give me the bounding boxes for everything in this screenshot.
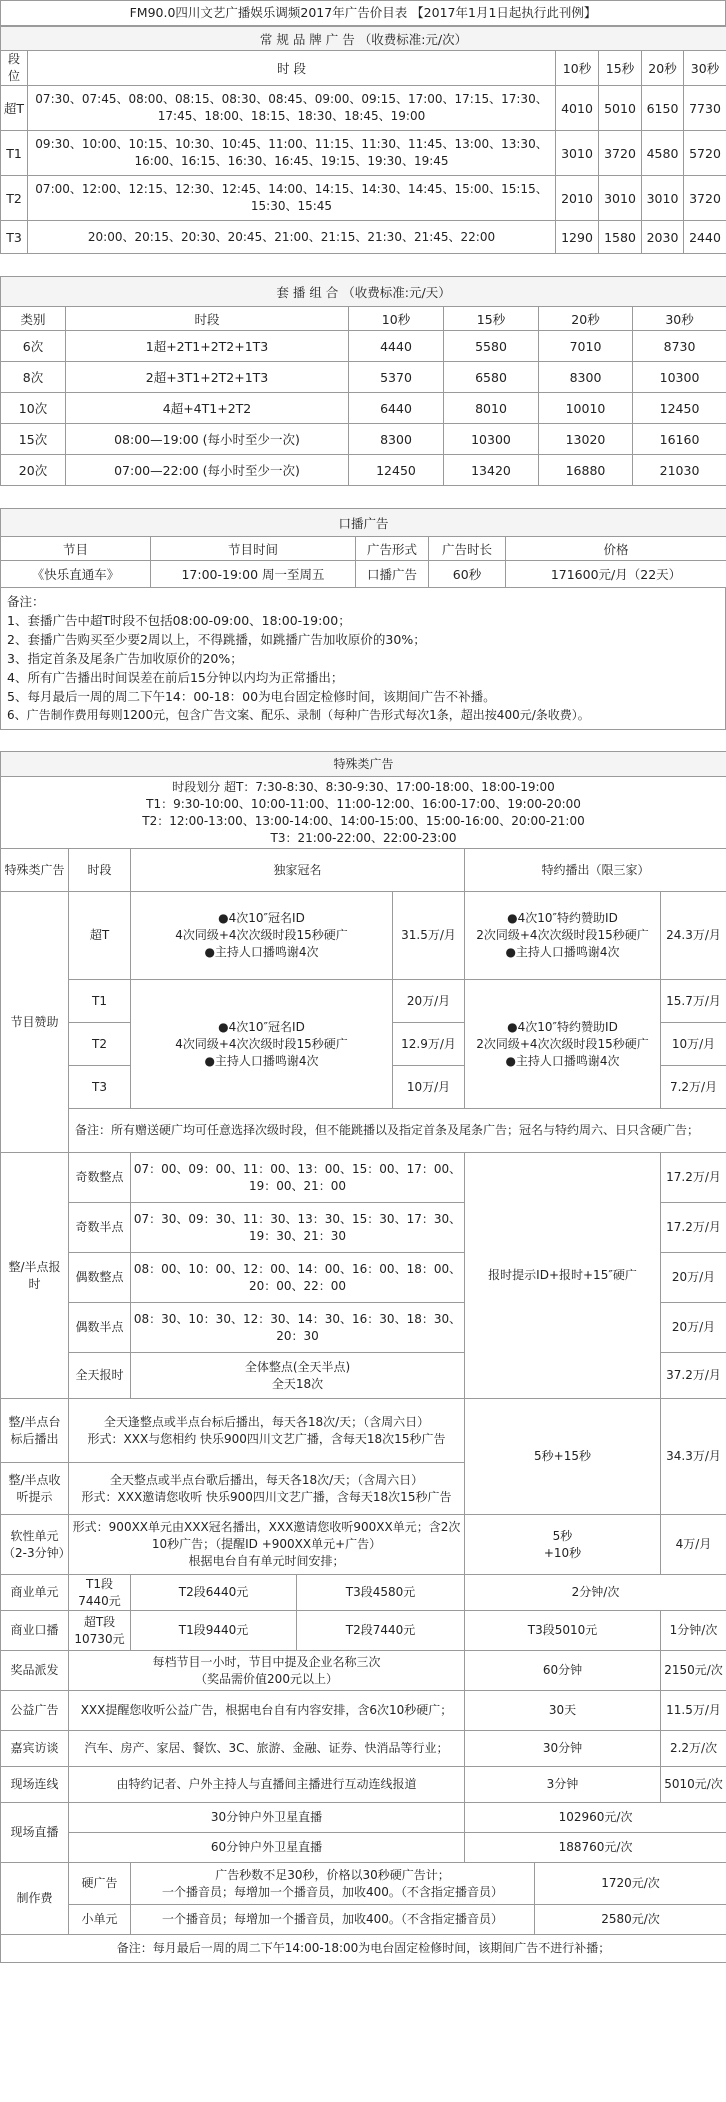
make-desc: 广告秒数不足30秒，价格以30秒硬广告计； 一个播音员；每增加一个播音员，加收400。（不含指定播音员） [131, 1863, 535, 1905]
timecheck-name: 奇数半点 [69, 1203, 131, 1253]
cell: 8300 [539, 362, 633, 393]
seg-cell: 超T [69, 892, 131, 980]
price-cell: 4010 [556, 86, 599, 131]
cell: 7010 [539, 331, 633, 362]
division-line: T1：9:30-10:00、10:00-11:00、11:00-12:00、16:00-17:00、19:00-20:00 [146, 796, 581, 811]
unit-desc: 形式：900XX单元由XXX冠名播出，XXX邀请您收听900XX单元；含2次10秒广告；（提醒ID +900XX单元+广告） 根据电台自有单元时间安排； [69, 1515, 465, 1575]
price-cell: 3010 [642, 176, 684, 221]
cell: 15次 [1, 424, 66, 455]
times-cell: 20:00、20:15、20:30、20:45、21:00、21:15、21:30、21:45、22:00 [28, 221, 556, 254]
price-cell: 17.2万/月 [661, 1203, 726, 1253]
package-title: 套 播 组 合 （收费标准:元/天） [1, 277, 726, 307]
cell: 8次 [1, 362, 66, 393]
make-type: 硬广告 [69, 1863, 131, 1905]
cell: 4超+4T1+2T2 [66, 393, 349, 424]
col-form-header: 广告形式 [356, 537, 429, 561]
price-cell: 5010 [599, 86, 642, 131]
division-line: 时段划分 超T：7:30-8:30、8:30-9:30、17:00-18:00、18:00-19:00 [172, 779, 555, 794]
price-cell: 3720 [684, 176, 726, 221]
cell: 6次 [1, 331, 66, 362]
col-duration-header: 广告时长 [429, 537, 506, 561]
price-cell: 2150元/次 [661, 1651, 726, 1691]
time-division [1, 777, 726, 849]
cell: 17:00-19:00 周一至周五 [151, 561, 356, 588]
cell: T1段9440元 [131, 1611, 297, 1651]
cell: T2段6440元 [131, 1575, 297, 1611]
timecheck-name: 奇数整点 [69, 1153, 131, 1203]
col-exclusive-header: 独家冠名 [131, 849, 465, 892]
cell: T2段7440元 [297, 1611, 465, 1651]
make-type: 小单元 [69, 1905, 131, 1935]
special-desc: ●4次10″特约赞助ID 2次同级+4次次级时段15秒硬广 ●主持人口播鸣谢4次 [465, 892, 661, 980]
col-30s-header: 30秒 [633, 307, 726, 331]
table-row [1, 424, 726, 455]
table-row [1, 455, 726, 486]
col-price-header: 价格 [506, 537, 726, 561]
cell: 5580 [444, 331, 539, 362]
cell: 1超+2T1+2T2+1T3 [66, 331, 349, 362]
col-10s-header: 10秒 [556, 51, 599, 86]
cell: 16160 [633, 424, 726, 455]
cell: 8010 [444, 393, 539, 424]
live-link-category: 现场连线 [1, 1767, 69, 1803]
special-ads-title: 特殊类广告 [1, 752, 726, 777]
table-row [1, 86, 726, 131]
cell: 1分钟/次 [661, 1611, 726, 1651]
cell: 4440 [349, 331, 444, 362]
timecheck-category: 整/半点报时 [1, 1153, 69, 1399]
logo-desc: 全天逢整点或半点台标后播出，每天各18次/天；（含周六日） 形式：XXX与您相约 快乐900四川文艺广播，含每天18次15秒广告 [69, 1399, 465, 1463]
live-desc: 60分钟户外卫星直播 [69, 1833, 465, 1863]
cell: 口播广告 [356, 561, 429, 588]
note-line: 2、套播广告购买至少要2周以上，不得跳播，如跳播广告加收原价的30%； [7, 632, 426, 647]
cell: 《快乐直通车》 [1, 561, 151, 588]
col-time-header: 时 段 [28, 51, 556, 86]
cell: 13420 [444, 455, 539, 486]
exclusive-desc: ●4次10″冠名ID 4次同级+4次次级时段15秒硬广 ●主持人口播鸣谢4次 [131, 892, 393, 980]
price-cell: 3010 [556, 131, 599, 176]
price-cell: 10万/月 [393, 1066, 465, 1109]
oral-ads-table [0, 508, 726, 588]
price-cell: 20万/月 [393, 980, 465, 1023]
biz-oral-category: 商业口播 [1, 1611, 69, 1651]
regular-ads-title: 常 规 品 牌 广 告 （收费标准:元/次） [1, 27, 726, 51]
cell: 6580 [444, 362, 539, 393]
price-cell: 1580 [599, 221, 642, 254]
cell: 10300 [633, 362, 726, 393]
page-header: FM90.0四川文艺广播娱乐调频2017年广告价目表 【2017年1月1日起执行此刊例】 [0, 0, 726, 26]
seg-cell: T1 [1, 131, 28, 176]
cell: 08:00—19:00 (每小时至少一次) [66, 424, 349, 455]
price-cell: 5720 [684, 131, 726, 176]
live-desc: 30分钟户外卫星直播 [69, 1803, 465, 1833]
cell: 8300 [349, 424, 444, 455]
seg-cell: T2 [1, 176, 28, 221]
col-20s-header: 20秒 [539, 307, 633, 331]
cell: T3段5010元 [465, 1611, 661, 1651]
note-line: 1、套播广告中超T时段不包括08:00-09:00、18:00-19:00； [7, 613, 351, 628]
oral-ads-title: 口播广告 [1, 509, 726, 537]
price-cell: 17.2万/月 [661, 1153, 726, 1203]
prize-category: 奖品派发 [1, 1651, 69, 1691]
price-cell: 10万/月 [661, 1023, 726, 1066]
price-cell: 2030 [642, 221, 684, 254]
price-cell: 5010元/次 [661, 1767, 726, 1803]
price-cell: 1720元/次 [535, 1863, 726, 1905]
make-desc: 一个播音员；每增加一个播音员，加收400。（不含指定播音员） [131, 1905, 535, 1935]
timecheck-times: 07：00、09：00、11：00、13：00、15：00、17：00、19：00、21：00 [131, 1153, 465, 1203]
table-row [1, 561, 726, 588]
cell: 60秒 [429, 561, 506, 588]
final-note: 备注：每月最后一周的周二下午14:00-18:00为电台固定检修时间，该期间广告不进行补播； [1, 1935, 726, 1963]
price-cell: 34.3万/月 [661, 1399, 726, 1515]
table-row [1, 131, 726, 176]
cell: 2分钟/次 [465, 1575, 726, 1611]
cell: 07:00—22:00 (每小时至少一次) [66, 455, 349, 486]
price-cell: 188760元/次 [465, 1833, 726, 1863]
col-30s-header: 30秒 [684, 51, 726, 86]
special-desc: ●4次10″特约赞助ID 2次同级+4次次级时段15秒硬广 ●主持人口播鸣谢4次 [465, 980, 661, 1109]
cell: 20次 [1, 455, 66, 486]
price-cell: 2440 [684, 221, 726, 254]
price-cell: 2.2万/次 [661, 1731, 726, 1767]
cell: 171600元/月（22天） [506, 561, 726, 588]
times-cell: 09:30、10:00、10:15、10:30、10:45、11:00、11:15、11:30、11:45、13:00、13:30、16:00、16:15、16:30、16:45、19:15、19:30、19:45 [28, 131, 556, 176]
timecheck-times: 全体整点(全天半点) 全天18次 [131, 1353, 465, 1399]
col-category-header: 类别 [1, 307, 66, 331]
table-row [1, 176, 726, 221]
price-cell: 6150 [642, 86, 684, 131]
col-20s-header: 20秒 [642, 51, 684, 86]
cell: 10300 [444, 424, 539, 455]
timecheck-name: 偶数半点 [69, 1303, 131, 1353]
exclusive-desc: ●4次10″冠名ID 4次同级+4次次级时段15秒硬广 ●主持人口播鸣谢4次 [131, 980, 393, 1109]
timecheck-name: 全天报时 [69, 1353, 131, 1399]
price-cell: 20万/月 [661, 1253, 726, 1303]
price-cell: 7730 [684, 86, 726, 131]
sponsor-note: 备注：所有赠送硬广均可任意选择次级时段，但不能跳播以及指定首条及尾条广告；冠名与特约周六、日只含硬广告； [69, 1109, 726, 1153]
prize-desc: 每档节目一小时，节目中提及企业名称三次 （奖品需价值200元以上） [69, 1651, 465, 1691]
col-time-header: 时段 [66, 307, 349, 331]
unit-form: 5秒 +10秒 [465, 1515, 661, 1575]
unit-category: 软性单元（2-3分钟） [1, 1515, 69, 1575]
seg-cell: T1 [69, 980, 131, 1023]
col-program-time-header: 节目时间 [151, 537, 356, 561]
timecheck-times: 07：30、09：30、11：30、13：30、15：30、17：30、19：30、21：30 [131, 1203, 465, 1253]
division-line: T2：12:00-13:00、13:00-14:00、14:00-15:00、15:00-16:00、20:00-21:00 [142, 813, 585, 828]
col-seg-header: 时段 [69, 849, 131, 892]
cell: T3段4580元 [297, 1575, 465, 1611]
make-category: 制作费 [1, 1863, 69, 1935]
price-cell: 12.9万/月 [393, 1023, 465, 1066]
price-cell: 37.2万/月 [661, 1353, 726, 1399]
note-line: 4、所有广告播出时间误差在前后15分钟以内均为正常播出； [7, 670, 344, 685]
cell: 21030 [633, 455, 726, 486]
logo-form: 5秒+15秒 [465, 1399, 661, 1515]
price-cell: 15.7万/月 [661, 980, 726, 1023]
seg-cell: T2 [69, 1023, 131, 1066]
note-line: 6、广告制作费用每则1200元，包含广告文案、配乐、录制（每种广告形式每次1条，超出按400元/条收费）。 [7, 708, 590, 722]
logo-category: 整/半点台标后播出 [1, 1399, 69, 1463]
note-line: 5、每月最后一周的周二下午14：00-18：00为电台固定检修时间，该期间广告不补播。 [7, 689, 496, 704]
cell: 12450 [633, 393, 726, 424]
table-row [1, 221, 726, 254]
listen-category: 整/半点收听提示 [1, 1463, 69, 1515]
price-cell: 4580 [642, 131, 684, 176]
col-10s-header: 10秒 [349, 307, 444, 331]
cell: 6440 [349, 393, 444, 424]
times-cell: 07:30、07:45、08:00、08:15、08:30、08:45、09:00、09:15、17:00、17:15、17:30、17:45、18:00、18:15、18:30、18:45、19:00 [28, 86, 556, 131]
price-cell: 11.5万/月 [661, 1691, 726, 1731]
note-line: 3、指定首条及尾条广告加收原价的20%； [7, 651, 243, 666]
price-cell: 20万/月 [661, 1303, 726, 1353]
timecheck-times: 08：30、10：30、12：30、14：30、16：30、18：30、20：30 [131, 1303, 465, 1353]
timecheck-form: 报时提示ID+报时+15″硬广 [465, 1153, 661, 1399]
price-cell: 102960元/次 [465, 1803, 726, 1833]
live-category: 现场直播 [1, 1803, 69, 1863]
sponsor-category: 节目赞助 [1, 892, 69, 1153]
division-line: T3：21:00-22:00、22:00-23:00 [270, 830, 457, 845]
listen-desc: 全天整点或半点台歌后播出，每天各18次/天；（含周六日） 形式：XXX邀请您收听 快乐900四川文艺广播，含每天18次15秒广告 [69, 1463, 465, 1515]
cell: 5370 [349, 362, 444, 393]
seg-cell: 超T [1, 86, 28, 131]
col-category-header: 特殊类广告 [1, 849, 69, 892]
price-cell: 24.3万/月 [661, 892, 726, 980]
timecheck-name: 偶数整点 [69, 1253, 131, 1303]
biz-unit-category: 商业单元 [1, 1575, 69, 1611]
guest-category: 嘉宾访谈 [1, 1731, 69, 1767]
welfare-category: 公益广告 [1, 1691, 69, 1731]
duration-cell: 60分钟 [465, 1651, 661, 1691]
price-cell: 7.2万/月 [661, 1066, 726, 1109]
cell: 10次 [1, 393, 66, 424]
price-cell: 2580元/次 [535, 1905, 726, 1935]
table-row [1, 362, 726, 393]
cell: 13020 [539, 424, 633, 455]
col-program-header: 节目 [1, 537, 151, 561]
special-ads-table [0, 751, 726, 1963]
package-table [0, 276, 726, 486]
guest-desc: 汽车、房产、家居、餐饮、3C、旅游、金融、证券、快消品等行业； [69, 1731, 465, 1767]
cell: 超T段 10730元 [69, 1611, 131, 1651]
duration-cell: 30分钟 [465, 1731, 661, 1767]
col-15s-header: 15秒 [599, 51, 642, 86]
oral-ads-notes [0, 588, 726, 730]
note-line: 备注： [7, 594, 45, 609]
cell: 10010 [539, 393, 633, 424]
welfare-desc: XXX提醒您收听公益广告，根据电台自有内容安排，含6次10秒硬广； [69, 1691, 465, 1731]
price-cell: 2010 [556, 176, 599, 221]
live-link-desc: 由特约记者、户外主持人与直播间主播进行互动连线报道 [69, 1767, 465, 1803]
price-cell: 3010 [599, 176, 642, 221]
times-cell: 07:00、12:00、12:15、12:30、12:45、14:00、14:15、14:30、14:45、15:00、15:15、15:30、15:45 [28, 176, 556, 221]
cell: 8730 [633, 331, 726, 362]
timecheck-times: 08：00、10：00、12：00、14：00、16：00、18：00、20：00、22：00 [131, 1253, 465, 1303]
col-special-header: 特约播出（限三家） [465, 849, 726, 892]
price-cell: 31.5万/月 [393, 892, 465, 980]
price-cell: 3720 [599, 131, 642, 176]
col-15s-header: 15秒 [444, 307, 539, 331]
table-row [1, 331, 726, 362]
duration-cell: 3分钟 [465, 1767, 661, 1803]
regular-ads-table [0, 26, 726, 254]
cell: 16880 [539, 455, 633, 486]
cell: T1段7440元 [69, 1575, 131, 1611]
cell: 12450 [349, 455, 444, 486]
col-seg-header: 段位 [1, 51, 28, 86]
seg-cell: T3 [1, 221, 28, 254]
table-row [1, 393, 726, 424]
price-cell: 4万/月 [661, 1515, 726, 1575]
duration-cell: 30天 [465, 1691, 661, 1731]
seg-cell: T3 [69, 1066, 131, 1109]
cell: 2超+3T1+2T2+1T3 [66, 362, 349, 393]
price-cell: 1290 [556, 221, 599, 254]
